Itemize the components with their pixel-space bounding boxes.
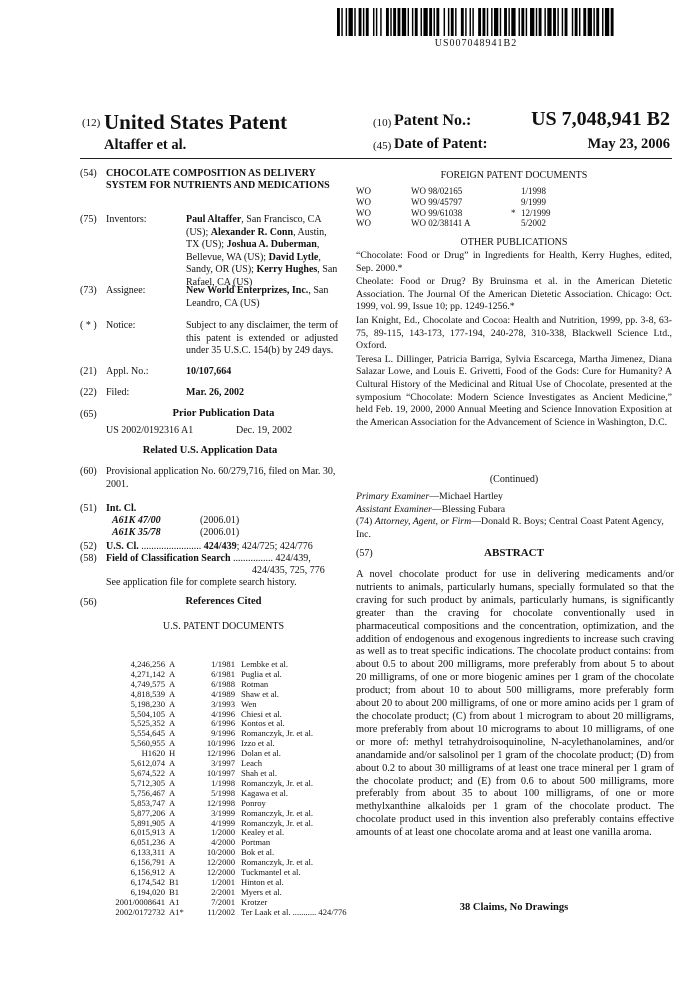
ref-date: 12/2000: [206, 857, 235, 868]
foreign-date: 12/1999: [521, 207, 551, 218]
ref-kind: B1: [169, 886, 180, 897]
country-code: (12): [82, 117, 101, 129]
foreign-flag: [511, 186, 521, 197]
refs-code: (56): [80, 597, 97, 608]
abstract-code: (57): [356, 548, 373, 559]
ref-date: 6/1981: [211, 668, 235, 679]
barcode-bar: [530, 8, 534, 36]
foreign-date: 9/1999: [521, 196, 547, 207]
provisional-text: Provisional application No. 60/279,716, filed on Mar. 30, 2001.: [106, 466, 336, 490]
continued-note: (Continued): [489, 474, 539, 485]
ref-number: 6,015,913: [130, 827, 165, 838]
barcode-bar: [423, 8, 427, 36]
foreign-number: WO 02/38141 A: [411, 218, 471, 229]
foreign-number: WO 99/61038: [411, 207, 463, 218]
barcode-bar: [436, 8, 439, 36]
ref-name: Romanczyk, Jr. et al.: [241, 817, 314, 828]
foreign-country: WO: [356, 186, 371, 196]
ref-name: Shaw et al.: [241, 688, 279, 699]
barcode-bar: [451, 8, 454, 36]
barcode-bar: [461, 8, 464, 36]
prior-pub-heading: Prior Publication Data: [172, 408, 275, 419]
barcode-bar: [337, 8, 340, 36]
ref-kind: A: [169, 837, 176, 848]
ref-kind: A: [169, 718, 176, 729]
barcode-bar: [539, 8, 542, 36]
ref-date: 5/1998: [211, 787, 235, 798]
barcode-bar: [557, 8, 558, 36]
ref-date: 6/1988: [211, 678, 235, 689]
foreign-date: 5/2002: [521, 218, 547, 229]
barcode-bar: [363, 8, 364, 36]
ref-date: 6/1996: [211, 718, 235, 729]
ref-number: 5,674,522: [130, 767, 165, 778]
inventors-code: (75): [80, 214, 97, 225]
barcode-bar: [575, 8, 578, 36]
patent-number: US 7,048,941 B2: [531, 108, 670, 130]
barcode-bar: [553, 8, 556, 36]
ref-kind: A: [169, 867, 176, 878]
barcode-bar: [359, 8, 362, 36]
ref-number: 6,051,236: [130, 837, 165, 848]
barcode-bar: [605, 8, 609, 36]
foreign-flag: *: [511, 207, 516, 218]
barcode-bar: [402, 8, 406, 36]
ref-date: 2/2001: [211, 886, 235, 897]
related-heading: Related U.S. Application Data: [142, 445, 278, 456]
ref-date: 4/2000: [211, 837, 235, 848]
claims-summary: 38 Claims, No Drawings: [459, 902, 569, 913]
ref-name: Lembke et al.: [241, 659, 289, 669]
ref-date: 10/1996: [206, 738, 235, 749]
foreign-flag: [511, 218, 521, 229]
ref-date: 3/1997: [211, 758, 235, 769]
ref-number: 4,818,539: [130, 688, 165, 699]
ref-number: 4,246,256: [130, 659, 165, 669]
barcode-bar: [518, 8, 519, 36]
assignee-code: (73): [80, 285, 97, 296]
ref-name: Romanczyk, Jr. et al.: [241, 728, 314, 739]
barcode-bar: [444, 8, 445, 36]
barcode-bar: [415, 8, 418, 36]
ref-number: 5,612,074: [130, 758, 165, 769]
barcode-bar: [354, 8, 355, 36]
barcode-bar: [596, 8, 599, 36]
date-code: (45): [373, 140, 392, 152]
ref-name: Krotzer: [241, 896, 268, 907]
ref-name: Tuckmantel et al.: [241, 867, 301, 878]
filed-date: Mar. 26, 2002: [186, 387, 244, 398]
barcode-bar: [500, 8, 501, 36]
ref-kind: H: [169, 748, 176, 759]
barcode-bar: [487, 8, 488, 36]
barcode-bar: [482, 8, 485, 36]
ref-kind: B1: [169, 876, 180, 887]
ref-date: 9/1996: [211, 728, 235, 739]
foreign-heading: FOREIGN PATENT DOCUMENTS: [440, 170, 588, 181]
abstract-text: A novel chocolate product for use in delivering medicaments and/or nutrients to animals, particularly humans, specially formulated so that the craving for such product by animals, particularly humans, is significantly greater than the craving for chocolate conventionally used in pharmaceutical compositions and the concentration, optimization, and the addition of endogenous and exogenous ingredients to increase such craving as well as to treat specific indications. The chocolate product contains: from about 0.5 to about 200 milligrams, more preferably from about 5 to about 20 milligrams, of one or more biogenic amines per 1 gram of the chocolate product; from about 10 to about 500 milligrams, more preferably form about 20 to about 200 milligrams, of one or more amino acids per 1 gram of the chocolate product; (C) from about 1 microgram to about 20 milligrams, more preferably from about 10 micrograms to about 10 milligrams, of one or more of: methyl tetrahydroisoquinoline, N-acylethanolamines, and/or anandamide and/or salsolinol per 1 gram of the chocolate product; (D) from about 0.2 to about 30 milligrams of at least one trace mineral per 1 gram of the chocolate product; and (E) from 0.6 to about 500 milligrams, more preferably from about 35 to about 100 milligrams, of one or more methylxanthine alkaloids per 1 gram of the chocolate product. The chocolate product used in this invention also preferably contains effective amounts of at least one chocolate aroma and at least one vanilla aroma.: [356, 569, 674, 839]
barcode-bar: [373, 8, 374, 36]
ref-kind: A: [169, 787, 176, 798]
barcode-bar: [565, 8, 568, 36]
ref-name: Kontos et al.: [241, 718, 285, 729]
barcode: [337, 8, 615, 36]
ref-date: 7/2001: [211, 896, 235, 907]
appl-code: (21): [80, 366, 97, 377]
barcode-bar: [602, 8, 603, 36]
other-pub-1: “Chocolate: Food or Drug” in Ingredients for Health, Kerry Hughes, edited, Sep. 2000.*: [356, 250, 672, 274]
notice-label: Notice:: [106, 320, 136, 331]
ref-kind: A: [169, 777, 176, 788]
barcode-bar: [380, 8, 381, 36]
ref-name: Romanczyk, Jr. et al.: [241, 777, 314, 788]
inventors-list: Paul Altaffer, San Francisco, CA (US); Alexander R. Conn, Austin, TX (US); Joshua A. Duberman, Bellevue, WA (US); David Lytle, Sandy, OR (US); Kerry Hughes, San Rafael, CA (US): [186, 214, 338, 288]
ref-kind: A: [169, 688, 176, 699]
ref-name: Ponroy: [241, 797, 266, 808]
prior-pub-date: Dec. 19, 2002: [236, 425, 293, 436]
patent-no-code: (10): [373, 117, 392, 129]
barcode-bar: [521, 8, 524, 36]
barcode-bar: [536, 8, 537, 36]
field-line-2: 424/435, 725, 776: [252, 565, 325, 576]
ref-name: Rotman: [241, 678, 269, 689]
ref-kind: A: [169, 708, 176, 719]
ref-name: Bok et al.: [241, 847, 275, 858]
ref-name: Romanczyk, Jr. et al.: [241, 807, 314, 818]
notice-text: Subject to any disclaimer, the term of this patent is extended or adjusted under 35 U.S.C. 154(b) by 249 days.: [186, 320, 338, 356]
ref-name: Hinton et al.: [241, 876, 284, 887]
ref-number: 2001/0008641: [115, 896, 165, 907]
ref-name: Izzo et al.: [241, 738, 275, 749]
foreign-country: WO: [356, 218, 371, 229]
foreign-country: WO: [356, 196, 371, 207]
abstract-heading: ABSTRACT: [484, 547, 544, 559]
date-of-patent: May 23, 2006: [587, 136, 670, 152]
ref-date: 4/1989: [211, 688, 235, 699]
filed-label: Filed:: [106, 387, 130, 398]
intcl-label: Int. Cl.: [106, 503, 137, 514]
barcode-bar: [393, 8, 396, 36]
ref-kind: A: [169, 659, 176, 669]
ref-date: 11/2002: [207, 906, 235, 917]
prov-code: (60): [80, 466, 97, 477]
foreign-references-list: [356, 186, 571, 229]
barcode-bar: [508, 8, 509, 36]
header-divider: [80, 158, 672, 159]
ref-number: 6,133,311: [130, 847, 165, 858]
patent-no-label: Patent No.:: [394, 112, 472, 129]
ref-number: 6,156,912: [130, 867, 165, 878]
ref-date: 3/1993: [211, 698, 235, 709]
foreign-flag: [511, 197, 521, 208]
barcode-bar: [562, 8, 563, 36]
ref-kind: A: [169, 668, 176, 679]
ref-number: 6,194,020: [130, 886, 165, 897]
ref-number: 5,712,305: [130, 777, 165, 788]
ref-date: 12/2000: [206, 867, 235, 878]
ref-kind: A: [169, 698, 176, 709]
ref-date: 3/1999: [211, 807, 235, 818]
ref-name: Chiesi et al.: [241, 708, 282, 719]
ref-kind: A1: [169, 896, 180, 907]
ref-number: 4,749,575: [130, 678, 165, 689]
other-pubs-heading: OTHER PUBLICATIONS: [460, 237, 568, 248]
date-label: Date of Patent:: [394, 136, 488, 152]
ref-name: Wen: [241, 698, 257, 709]
intcl-ver-2: (2006.01): [200, 527, 240, 538]
foreign-reference-row: [356, 186, 571, 197]
ref-date: 4/1996: [211, 708, 235, 719]
prior-code: (65): [80, 409, 97, 420]
ref-number: 6,174,542: [130, 876, 165, 887]
foreign-country: WO: [356, 207, 371, 218]
ref-name: Kealey et al.: [241, 827, 285, 838]
foreign-number: WO 99/45797: [411, 196, 463, 207]
prior-pub-number: US 2002/0192316 A1: [106, 425, 194, 436]
ref-name: Ter Laak et al. ........... 424/776: [241, 906, 347, 917]
ref-kind: A: [169, 847, 176, 858]
assignee-value: New World Enterprizes, Inc., San Leandro, CA (US): [186, 285, 329, 309]
ref-number: 5,853,747: [130, 797, 165, 808]
ref-kind: A: [169, 857, 176, 868]
other-pub-4: Teresa L. Dillinger, Patricia Barriga, Sylvia Escarcega, Martha Jimenez, Diana Salazar Lowe, and Louis E. Grivetti, Food of the Gods: Cure for Humanity? A Cultural History of the Medicinal and Ritual Use of Chocolate, presented at the symposium “Chocolate: Modern Science Investigates as Ancient Medicine,” held Feb. 19, 2000, 2000 Annual Meeting and Science Innovation Exposition at the American Association for the Advancement of Science in Washington, D.C.: [356, 353, 672, 428]
ref-number: 4,271,142: [130, 668, 165, 679]
intcl-ver-1: (2006.01): [200, 515, 240, 526]
filed-code: (22): [80, 387, 97, 398]
ref-date: 10/1997: [206, 767, 235, 778]
barcode-bar: [579, 8, 580, 36]
ref-kind: A: [169, 807, 176, 818]
barcode-bar: [341, 8, 342, 36]
uscl-code: (52): [80, 541, 97, 552]
uscl-line: U.S. Cl. ........................ 424/439; 424/725; 424/776: [106, 541, 313, 552]
barcode-bar: [470, 8, 471, 36]
barcode-bar: [397, 8, 400, 36]
barcode-bar: [478, 8, 481, 36]
title-code: (54): [80, 168, 97, 179]
appl-label: Appl. No.:: [106, 366, 149, 377]
ref-date: 1/2001: [211, 876, 235, 887]
barcode-bar: [472, 8, 473, 36]
barcode-bar: [588, 8, 592, 36]
barcode-bar: [465, 8, 466, 36]
ref-date: 1/2000: [211, 827, 235, 838]
us-docs-heading: U.S. PATENT DOCUMENTS: [162, 621, 285, 632]
barcode-bar: [494, 8, 498, 36]
ref-kind: A: [169, 827, 176, 838]
foreign-reference-row: [356, 197, 571, 208]
foreign-date: 1/1998: [521, 186, 547, 196]
ref-date: 12/1996: [206, 748, 235, 759]
barcode-bar: [421, 8, 422, 36]
foreign-reference-row: [356, 218, 571, 229]
barcode-bar: [491, 8, 492, 36]
inventors-label: Inventors:: [106, 214, 147, 225]
publication-number: US007048941B2: [434, 38, 518, 49]
other-publications: [356, 250, 672, 430]
ref-number: 5,877,206: [130, 807, 165, 818]
intcl-code: (51): [80, 503, 97, 514]
ref-kind: A: [169, 738, 176, 749]
inventors-short: Altaffer et al.: [104, 137, 187, 153]
ref-kind: A: [169, 678, 176, 689]
barcode-bar: [448, 8, 449, 36]
ref-name: Portman: [241, 837, 271, 848]
ref-number: 2002/0172732: [115, 906, 165, 917]
ref-kind: A1*: [169, 906, 184, 917]
ref-number: 5,198,230: [130, 698, 165, 709]
barcode-bar: [504, 8, 507, 36]
ref-name: Romanczyk, Jr. et al.: [241, 857, 314, 868]
examiners-block: Primary Examiner—Michael Hartley Assistant Examiner—Blessing Fubara (74) Attorney, Agent, or Firm—Donald R. Boys; Central Coast Patent Agency, Inc.: [356, 491, 664, 540]
foreign-reference-row: [356, 208, 571, 219]
refs-heading: References Cited: [185, 596, 262, 607]
ref-number: 6,156,791: [130, 857, 165, 868]
barcode-bar: [544, 8, 545, 36]
barcode-bar: [455, 8, 456, 36]
field-code: (58): [80, 553, 97, 564]
ref-kind: A: [169, 797, 176, 808]
foreign-number: WO 98/02165: [411, 186, 463, 196]
barcode-bar: [611, 8, 614, 36]
barcode-bar: [583, 8, 586, 36]
barcode-bar: [511, 8, 515, 36]
other-pub-3: Ian Knight, Ed., Chocolate and Cocoa: Health and Nutrition, 1999, pp. 3-8, 63-75, 89-115, 143-173, 177-194, 240-278, 310-338, Blackwell Science Ltd., Oxford.: [356, 314, 672, 352]
barcode-bar: [547, 8, 551, 36]
assignee-label: Assignee:: [106, 285, 146, 296]
intcl-class-2: A61K 35/78: [112, 527, 161, 538]
appl-number: 10/107,664: [186, 366, 232, 377]
ref-number: 5,504,105: [130, 708, 165, 719]
ref-name: Dolan et al.: [241, 748, 281, 759]
barcode-bar: [376, 8, 377, 36]
ref-kind: A: [169, 817, 176, 828]
patent-country-title: United States Patent: [104, 110, 288, 134]
barcode-bar: [366, 8, 369, 36]
ref-number: 5,525,352: [130, 718, 165, 729]
barcode-bar: [408, 8, 409, 36]
barcode-bar: [386, 8, 389, 36]
ref-number: H1620: [141, 748, 165, 759]
ref-number: 5,756,467: [130, 787, 165, 798]
ref-name: Kagawa et al.: [241, 787, 289, 798]
ref-name: Shah et al.: [241, 767, 278, 778]
ref-date: 1/1998: [211, 777, 235, 788]
barcode-bar: [593, 8, 594, 36]
notice-code: ( * ): [80, 320, 97, 331]
ref-date: 10/2000: [206, 847, 235, 858]
barcode-bar: [349, 8, 353, 36]
barcode-bar: [412, 8, 413, 36]
ref-number: 5,560,955: [130, 738, 165, 749]
barcode-bar: [346, 8, 347, 36]
invention-title: CHOCOLATE COMPOSITION AS DELIVERY SYSTEM FOR NUTRIENTS AND MEDICATIONS: [106, 168, 330, 191]
ref-number: 5,554,645: [130, 728, 165, 739]
ref-kind: A: [169, 758, 176, 769]
ref-number: 5,891,905: [130, 817, 165, 828]
ref-name: Puglia et al.: [241, 668, 282, 679]
ref-name: Leach: [241, 758, 262, 769]
ref-date: 1/1981: [211, 659, 235, 669]
barcode-bar: [572, 8, 573, 36]
intcl-class-1: A61K 47/00: [112, 515, 161, 526]
barcode-bar: [526, 8, 527, 36]
ref-name: Myers et al.: [241, 886, 282, 897]
ref-kind: A: [169, 728, 176, 739]
other-pub-2: Cheolate: Food or Drug? By Bruinsma et al. in the American Dietetic Association. The Journal Of the American Dietetic Association. Chicago: Oct. 1999, vol. 99, Issue 10; pp. 1249-1256.*: [356, 276, 672, 313]
barcode-bar: [434, 8, 435, 36]
barcode-bar: [429, 8, 432, 36]
ref-date: 4/1999: [211, 817, 235, 828]
field-line-1: Field of Classification Search ................ 424/439,: [106, 553, 311, 564]
ref-kind: A: [169, 767, 176, 778]
field-note: See application file for complete search history.: [106, 577, 297, 588]
barcode-bar: [390, 8, 391, 36]
ref-date: 12/1998: [206, 797, 235, 808]
